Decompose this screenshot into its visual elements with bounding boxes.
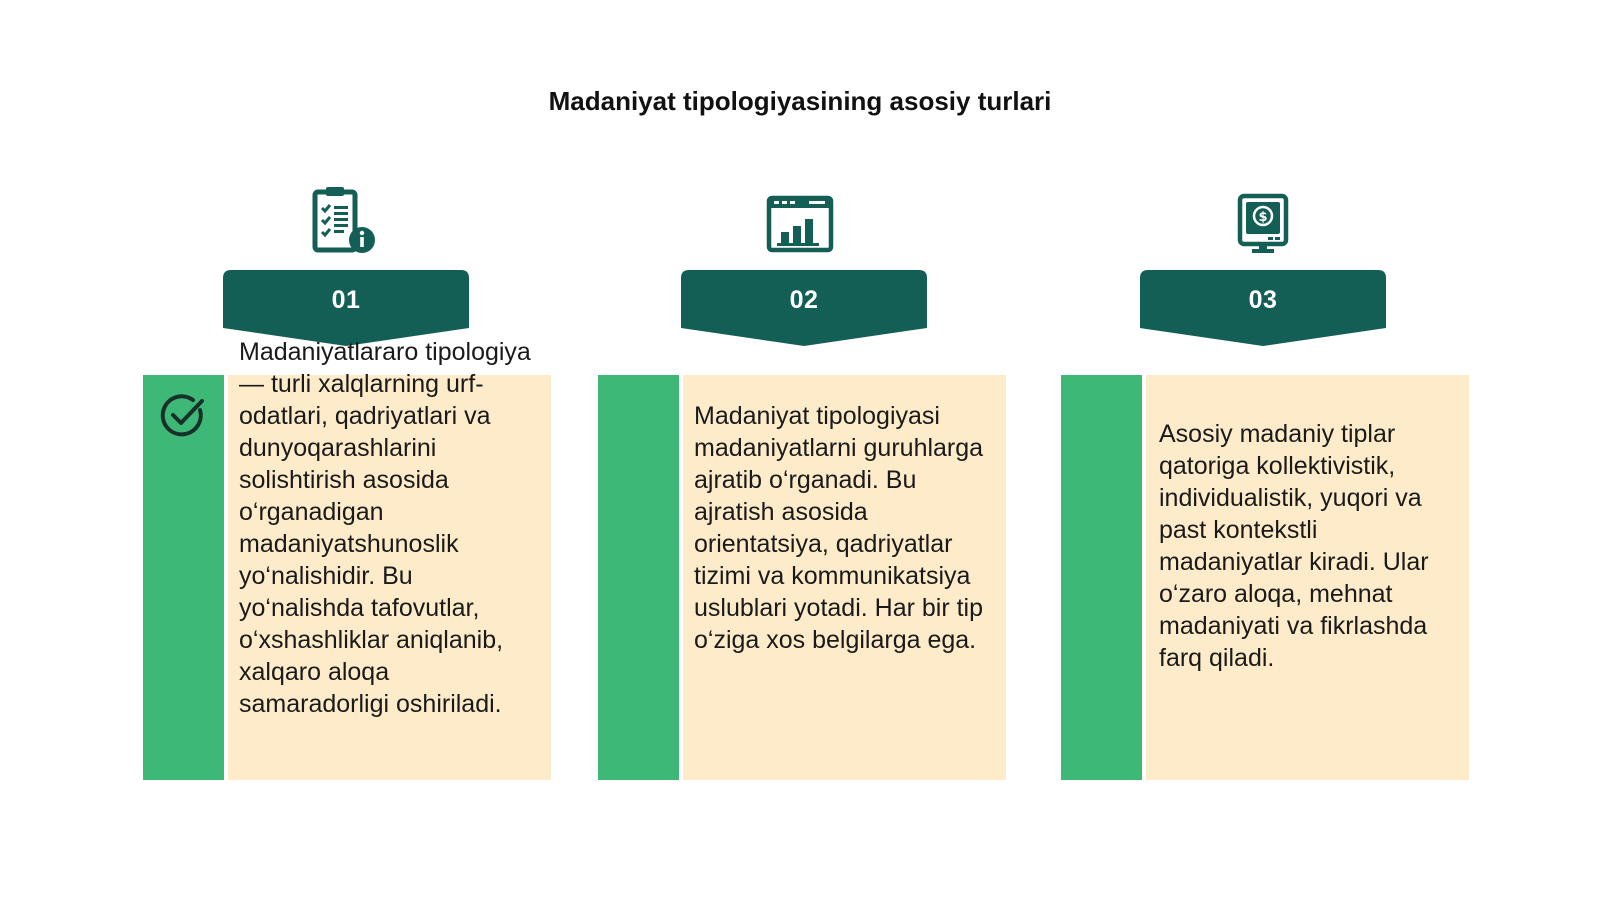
check-circle-icon: [160, 393, 206, 439]
page-title: Madaniyat tipologiyasining asosiy turlari: [548, 86, 1052, 116]
svg-text:$: $: [1258, 210, 1268, 225]
dollar-monitor-icon: [1228, 186, 1298, 256]
step-number-banner-3: [1140, 270, 1386, 348]
step-column-1: [143, 0, 553, 900]
step-number-banner-2: [681, 270, 927, 348]
card-accent-strip-2: [598, 375, 679, 780]
step-number-2: 02: [789, 286, 819, 314]
step-description-2: Madaniyat tipologiyasi madaniyatlarni guruhlarga ajratib o‘rganadi. Bu ajratish asosida orientatsiya, qadriyatlar tizimi va kommunikatsiya uslublari yotadi. Har bir tip o‘ziga xos belgilarga ega.: [694, 402, 984, 654]
clipboard-info-icon: [311, 186, 381, 256]
card-accent-strip-3: [1061, 375, 1142, 780]
step-column-2: [598, 0, 1008, 900]
step-description-1: Madaniyatlararo tipologiya — turli xalqlarning urf-odatlari, qadriyatlari va dunyoqarashlarini solishtirish asosida o‘rganadigan madaniyatshunoslik yo‘nalishidir. Bu yo‘nalishda tafovutlar, o‘xshashliklar aniqlanib, xalqaro aloqa samaradorligi oshiriladi.: [239, 338, 531, 718]
step-number-1: 01: [331, 286, 361, 314]
bar-chart-window-icon: [765, 186, 835, 256]
card-accent-strip-1: [143, 375, 224, 780]
step-column-3: [1061, 0, 1471, 900]
step-number-3: 03: [1248, 286, 1278, 314]
step-description-3: Asosiy madaniy tiplar qatoriga kollektivistik, individualistik, yuqori va past kontekstli madaniyatlar kiradi. Ular o‘zaro aloqa, mehnat madaniyati va fikrlashda farq qiladi.: [1159, 420, 1429, 672]
